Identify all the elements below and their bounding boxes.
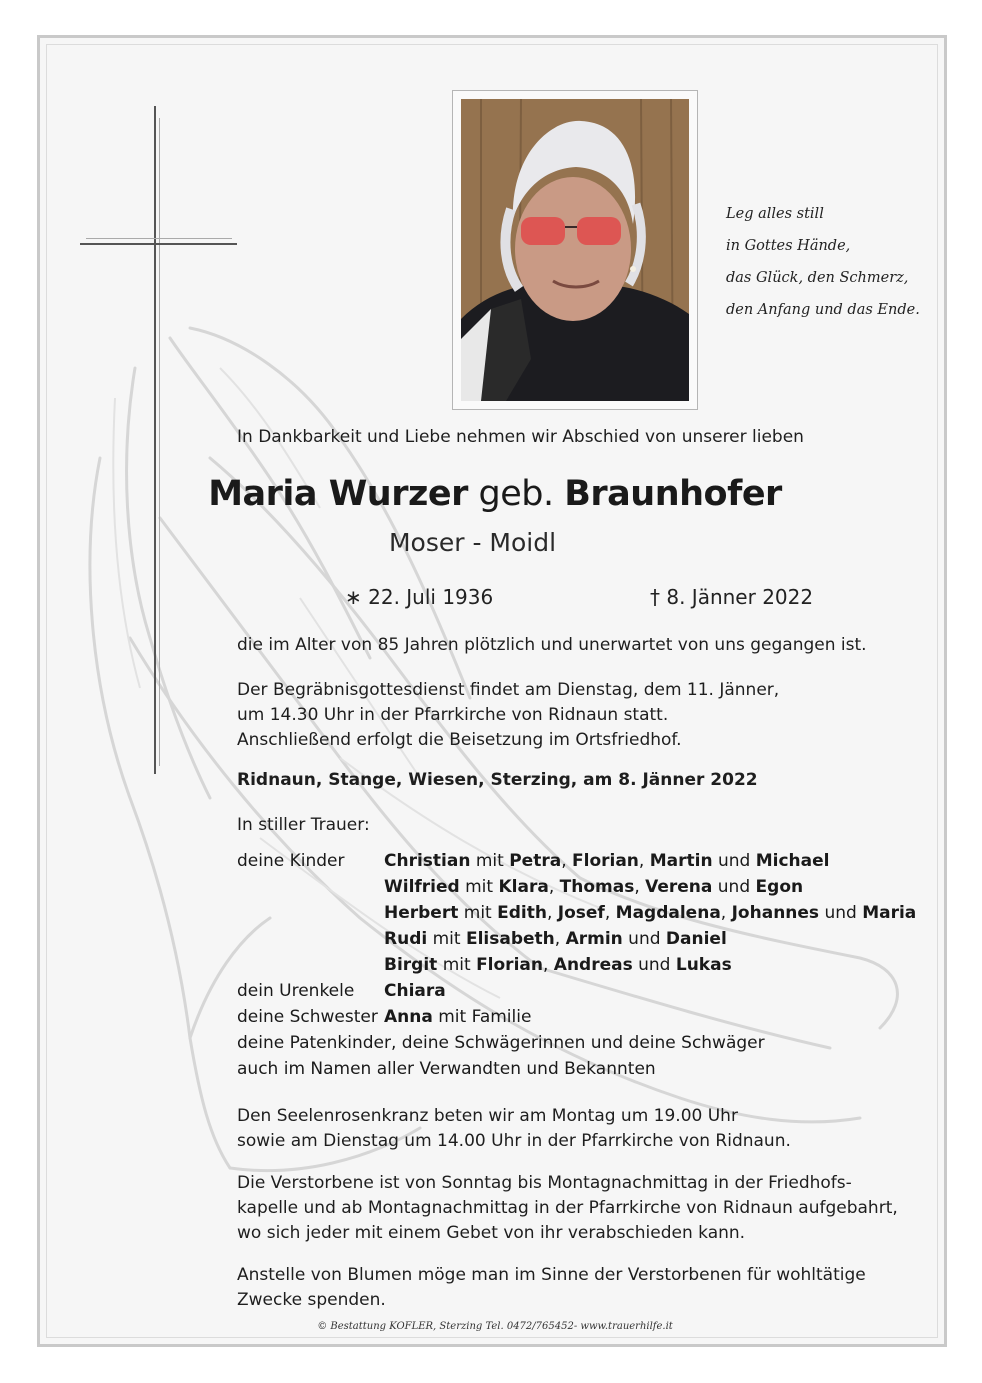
age-text: die im Alter von 85 Jahren plötzlich und unerwartet von uns gegangen ist. (237, 635, 867, 655)
obituary-card (37, 35, 947, 1347)
poem-line: das Glück, den Schmerz, (726, 270, 909, 286)
family-connector: und (712, 877, 756, 897)
family-member-name: Andreas (553, 955, 633, 975)
family-member-name: Johannes (731, 903, 820, 923)
great-grandchild-name: Chiara (384, 981, 446, 1001)
lying-line: wo sich jeder mit einem Gebet von ihr verabschieden kann. (237, 1223, 746, 1243)
children-line (384, 926, 727, 952)
family-label: deine Kinder (237, 851, 345, 871)
family-connector: und (632, 955, 676, 975)
rosary-line: sowie am Dienstag um 14.00 Uhr in der Pfarrkirche von Ridnaun. (237, 1131, 791, 1151)
family-member-name: Birgit (384, 955, 438, 975)
portrait-photo-icon (461, 99, 689, 401)
family-member-name: Wilfried (384, 877, 460, 897)
family-connector: , (638, 851, 650, 871)
cross-bar (80, 243, 237, 245)
family-connector: mit (459, 877, 499, 897)
cross-shadow-vertical (159, 118, 160, 766)
geb-label: geb. (478, 474, 554, 514)
sister-rest: mit Familie (432, 1007, 532, 1027)
family-member-name: Magdalena (615, 903, 721, 923)
family-member-name: Armin (565, 929, 623, 949)
flowers-line: Anstelle von Blumen möge man im Sinne der Verstorbenen für wohltätige (237, 1265, 866, 1285)
family-member-name: Daniel (665, 929, 727, 949)
cross-icon (154, 106, 156, 774)
cross-shadow-horizontal (86, 238, 232, 239)
family-member-name: Egon (755, 877, 804, 897)
family-connector: mit (437, 955, 477, 975)
poem (726, 198, 920, 326)
family-connector: und (819, 903, 863, 923)
deceased-maiden-name: Braunhofer (564, 474, 782, 514)
family-member-name: Josef (557, 903, 605, 923)
family-connector: , (604, 903, 616, 923)
family-member-name: Michael (755, 851, 830, 871)
poem-line: in Gottes Hände, (726, 238, 851, 254)
deceased-first-last: Maria Wurzer (208, 474, 468, 514)
children-line (384, 874, 803, 900)
family-others: auch im Namen aller Verwandten und Bekannten (237, 1059, 656, 1079)
service-line: Der Begräbnisgottesdienst findet am Dienstag, dem 11. Jänner, (237, 680, 780, 700)
family-label: dein Urenkele (237, 981, 355, 1001)
deceased-name (40, 470, 947, 518)
deceased-nickname: Moser - Moidl (388, 528, 557, 557)
family-connector: , (720, 903, 732, 923)
family-connector: mit (470, 851, 510, 871)
family-member-name: Edith (497, 903, 547, 923)
family-member-name: Florian (572, 851, 639, 871)
lying-in-state-paragraph (237, 1171, 898, 1246)
service-line: um 14.30 Uhr in der Pfarrkirche von Ridnaun statt. (237, 705, 669, 725)
service-paragraph (237, 678, 779, 753)
portrait-photo (461, 99, 689, 401)
lying-line: Die Verstorbene ist von Sonntag bis Montagnachmittag in der Friedhofs- (237, 1173, 852, 1193)
family-member-name: Lukas (675, 955, 732, 975)
rosary-line: Den Seelenrosenkranz beten wir am Montag um 19.00 Uhr (237, 1106, 738, 1126)
family-member-name: Rudi (384, 929, 428, 949)
family-connector: , (561, 851, 572, 871)
family-connector: mit (427, 929, 466, 949)
family-connector: , (548, 877, 560, 897)
intro-text: In Dankbarkeit und Liebe nehmen wir Abschied von unserer lieben (237, 427, 804, 447)
place-date: Ridnaun, Stange, Wiesen, Sterzing, am 8. Jänner 2022 (237, 770, 758, 790)
service-line: Anschließend erfolgt die Beisetzung im Ortsfriedhof. (237, 730, 682, 750)
family-connector: mit (458, 903, 498, 923)
family-member-name: Florian (476, 955, 543, 975)
family-label: deine Schwester (237, 1007, 378, 1027)
children-line (384, 952, 732, 978)
funeral-home-footer: © Bestattung KOFLER, Sterzing Tel. 0472/765452- www.trauerhilfe.it (317, 1321, 673, 1332)
birth-date: ∗ 22. Juli 1936 (345, 585, 494, 609)
flowers-paragraph (237, 1263, 866, 1313)
family-connector: , (542, 955, 554, 975)
lying-line: kapelle und ab Montagnachmittag in der Pfarrkirche von Ridnaun aufgebahrt, (237, 1198, 898, 1218)
family-member-name: Maria (862, 903, 917, 923)
flowers-line: Zwecke spenden. (237, 1290, 386, 1310)
family-connector: , (546, 903, 558, 923)
death-date: † 8. Jänner 2022 (650, 585, 814, 609)
family-member-name: Petra (509, 851, 562, 871)
family-member-name: Christian (384, 851, 471, 871)
children-line (384, 900, 916, 926)
family-connector: und (712, 851, 756, 871)
family-member-name: Herbert (384, 903, 459, 923)
children-line (384, 848, 829, 874)
portrait-frame (452, 90, 698, 410)
poem-line: den Anfang und das Ende. (726, 302, 920, 318)
family-member-name: Verena (645, 877, 713, 897)
family-member-name: Klara (498, 877, 549, 897)
family-member-name: Thomas (559, 877, 635, 897)
mourning-heading: In stiller Trauer: (237, 815, 370, 835)
rosary-paragraph (237, 1104, 791, 1154)
family-others: deine Patenkinder, deine Schwägerinnen und deine Schwäger (237, 1033, 765, 1053)
family-connector: , (554, 929, 566, 949)
family-member-name: Martin (649, 851, 713, 871)
family-connector: und (622, 929, 666, 949)
family-member-name: Elisabeth (465, 929, 555, 949)
family-connector: , (634, 877, 646, 897)
poem-line: Leg alles still (726, 206, 824, 222)
sister-name: Anna (384, 1007, 433, 1027)
